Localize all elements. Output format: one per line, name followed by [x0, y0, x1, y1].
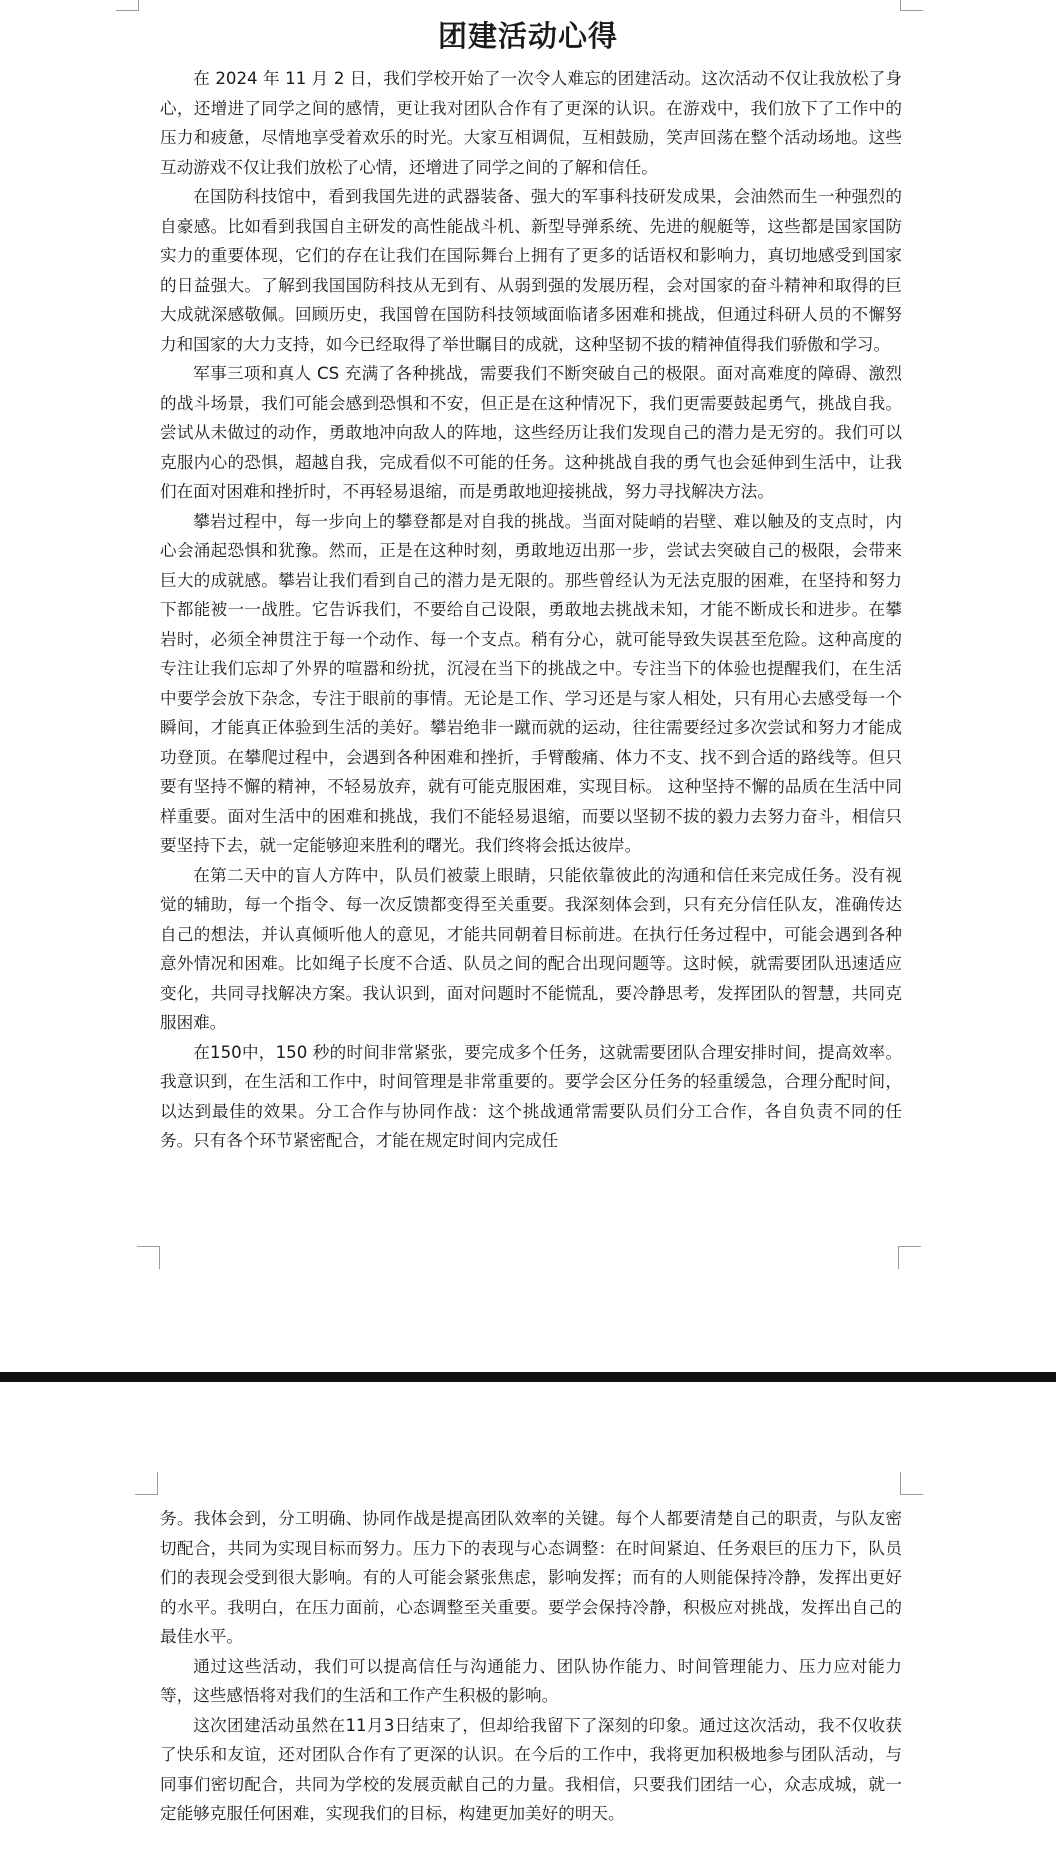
paragraph: 攀岩过程中，每一步向上的攀登都是对自我的挑战。当面对陡峭的岩壁、难以触及的支点时，内心会涌起恐惧和犹豫。然而，正是在这种时刻，勇敢地迈出那一步，尝试去突破自己的极限，会带来巨大的成就感。攀岩让我们看到自己的潜力是无限的。那些曾经认为无法克服的困难，在坚持和努力下都能被一一战胜。它告诉我们，不要给自己设限，勇敢地去挑战未知，才能不断成长和进步。在攀岩时，必须全神贯注于每一个动作、每一个支点。稍有分心，就可能导致失误甚至危险。这种高度的专注让我们忘却了外界的喧嚣和纷扰，沉浸在当下的挑战之中。专注当下的体验也提醒我们，在生活中要学会放下杂念，专注于眼前的事情。无论是工作、学习还是与家人相处，只有用心去感受每一个瞬间，才能真正体验到生活的美好。攀岩绝非一蹴而就的运动，往往需要经过多次尝试和努力才能成功登顶。在攀爬过程中，会遇到各种困难和挫折，手臂酸痛、体力不支、找不到合适的路线等。但只要有坚持不懈的精神，不轻易放弃，就有可能克服困难，实现目标。 这种坚持不懈的品质在生活中同样重要。面对生活中的困难和挑战，我们不能轻易退缩，而要以坚韧不拔的毅力去努力奋斗，相信只要坚持下去，就一定能够迎来胜利的曙光。我们终将会抵达彼岸。	[160, 511, 902, 855]
document-title: 团建活动心得	[437, 19, 618, 53]
document-page-2	[0, 1382, 1056, 1855]
page-2-body	[160, 1504, 902, 1829]
crop-mark-bottom-right	[898, 1246, 921, 1269]
paragraph: 在150中，150 秒的时间非常紧张，要完成多个任务，这就需要团队合理安排时间，提高效率。我意识到，在生活和工作中，时间管理是非常重要的。要学会区分任务的轻重缓急，合理分配时间，以达到最佳的效果。分工合作与协同作战：这个挑战通常需要队员们分工合作，各自负责不同的任务。只有各个环节紧密配合，才能在规定时间内完成任	[160, 1042, 902, 1150]
page-separator	[0, 1372, 1056, 1382]
paragraph: 这次团建活动虽然在11月3日结束了，但却给我留下了深刻的印象。通过这次活动，我不仅收获了快乐和友谊，还对团队合作有了更深的认识。在今后的工作中，我将更加积极地参与团队活动，与同事们密切配合，共同为学校的发展贡献自己的力量。我相信，只要我们团结一心，众志成城，就一定能够克服任何困难，实现我们的目标，构建更加美好的明天。	[160, 1715, 902, 1823]
paragraph: 在国防科技馆中，看到我国先进的武器装备、强大的军事科技研发成果，会油然而生一种强烈的自豪感。比如看到我国自主研发的高性能战斗机、新型导弹系统、先进的舰艇等，这些都是国家国防实力的重要体现，它们的存在让我们在国际舞台上拥有了更多的话语权和影响力，真切地感受到国家的日益强大。了解到我国国防科技从无到有、从弱到强的发展历程，会对国家的奋斗精神和取得的巨大成就深感敬佩。回顾历史，我国曾在国防科技领域面临诸多困难和挑战，但通过科研人员的不懈努力和国家的大力支持，如今已经取得了举世瞩目的成就，这种坚韧不拔的精神值得我们骄傲和学习。	[160, 187, 902, 354]
crop-mark-top-left	[116, 0, 139, 11]
crop-mark-top-left	[135, 1472, 158, 1495]
paragraph: 在 2024 年 11 月 2 日，我们学校开始了一次令人难忘的团建活动。这次活动不仅让我放松了身心，还增进了同学之间的感情，更让我对团队合作有了更深的认识。在游戏中，我们放下了工作中的压力和疲惫，尽情地享受着欢乐的时光。大家互相调侃，互相鼓励，笑声回荡在整个活动场地。这些互动游戏不仅让我们放松了心情，还增进了同学之间的了解和信任。	[160, 69, 902, 177]
crop-mark-top-right	[900, 0, 923, 11]
paragraph: 务。我体会到，分工明确、协同作战是提高团队效率的关键。每个人都要清楚自己的职责，与队友密切配合，共同为实现目标而努力。压力下的表现与心态调整：在时间紧迫、任务艰巨的压力下，队员们的表现会受到很大影响。有的人可能会紧张焦虑，影响发挥；而有的人则能保持冷静，发挥出更好的水平。我明白，在压力面前，心态调整至关重要。要学会保持冷静，积极应对挑战，发挥出自己的最佳水平。	[160, 1509, 902, 1646]
paragraph: 通过这些活动，我们可以提高信任与沟通能力、团队协作能力、时间管理能力、压力应对能力等，这些感悟将对我们的生活和工作产生积极的影响。	[160, 1656, 902, 1705]
paragraph: 军事三项和真人 CS 充满了各种挑战，需要我们不断突破自己的极限。面对高难度的障碍、激烈的战斗场景，我们可能会感到恐惧和不安，但正是在这种情况下，我们更需要鼓起勇气，挑战自我。尝试从未做过的动作，勇敢地冲向敌人的阵地，这些经历让我们发现自己的潜力是无穷的。我们可以克服内心的恐惧，超越自我，完成看似不可能的任务。这种挑战自我的勇气也会延伸到生活中，让我们在面对困难和挫折时，不再轻易退缩，而是勇敢地迎接挑战，努力寻找解决方法。	[160, 364, 902, 501]
crop-mark-bottom-left	[137, 1246, 160, 1269]
paragraph: 在第二天中的盲人方阵中，队员们被蒙上眼睛，只能依靠彼此的沟通和信任来完成任务。没有视觉的辅助，每一个指令、每一次反馈都变得至关重要。我深刻体会到，只有充分信任队友，准确传达自己的想法，并认真倾听他人的意见，才能共同朝着目标前进。在执行任务过程中，可能会遇到各种意外情况和困难。比如绳子长度不合适、队员之间的配合出现问题等。这时候，就需要团队迅速适应变化，共同寻找解决方案。我认识到，面对问题时不能慌乱，要冷静思考，发挥团队的智慧，共同克服困难。	[160, 865, 902, 1032]
page-1-body	[160, 64, 902, 1156]
crop-mark-top-right	[900, 1472, 923, 1495]
